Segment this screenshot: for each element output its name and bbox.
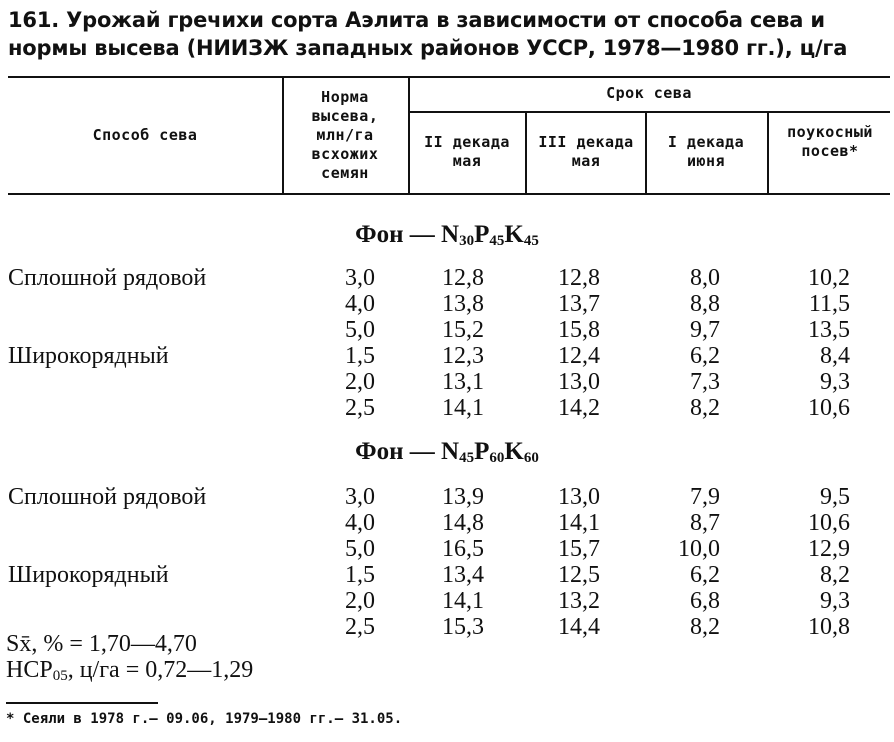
yield-cell: 8,4	[820, 343, 850, 369]
yield-cell: 13,8	[442, 291, 484, 317]
stat-hcp-value: 0,72—1,29	[145, 657, 254, 683]
yield-cell: 8,2	[820, 562, 850, 588]
yield-cell: 9,7	[690, 317, 720, 343]
yield-cell: 6,2	[690, 343, 720, 369]
header-col-3: I декада июня	[667, 133, 745, 170]
yield-cell: 12,8	[442, 265, 484, 291]
fon-element: N	[441, 221, 460, 248]
yield-cell: 10,6	[808, 510, 850, 536]
yield-cell: 10,8	[808, 614, 850, 640]
table-title: 161. Урожай гречихи сорта Аэлита в зависимости от способа сева и нормы высева (НИИЗЖ западных районов УССР, 1978—1980 гг.), ц/га	[8, 8, 848, 60]
yield-cell: 14,8	[442, 510, 484, 536]
yield-cell: 7,3	[690, 369, 720, 395]
yield-cell: 8,0	[690, 265, 720, 291]
yield-cell: 13,1	[442, 369, 484, 395]
fon-element: K	[504, 221, 524, 248]
yield-cell: 12,9	[808, 536, 850, 562]
rate-cell: 5,0	[345, 317, 375, 343]
rate-cell: 2,5	[345, 614, 375, 640]
yield-cell: 13,4	[442, 562, 484, 588]
fon-element: N	[441, 438, 460, 465]
yield-cell: 8,2	[690, 395, 720, 421]
fon-prefix: Фон —	[355, 438, 442, 465]
yield-cell: 10,2	[808, 265, 850, 291]
table-top-rule	[8, 76, 890, 78]
fon-element: P	[474, 438, 490, 465]
yield-cell: 14,1	[442, 395, 484, 421]
method-label: Широкорядный	[8, 343, 169, 369]
fon-heading	[0, 437, 894, 473]
method-label: Сплошной рядовой	[8, 484, 207, 510]
yield-cell: 12,8	[558, 265, 600, 291]
method-label: Широкорядный	[8, 562, 169, 588]
yield-cell: 14,1	[442, 588, 484, 614]
header-divider	[282, 76, 284, 193]
yield-cell: 15,3	[442, 614, 484, 640]
yield-cell: 13,0	[558, 484, 600, 510]
rate-cell: 5,0	[345, 536, 375, 562]
fon-dose: 45	[459, 450, 475, 466]
yield-cell: 12,5	[558, 562, 600, 588]
header-col-1: II декада мая	[424, 133, 510, 170]
yield-cell: 13,9	[442, 484, 484, 510]
rate-cell: 2,0	[345, 369, 375, 395]
footnote-rule	[6, 702, 158, 704]
yield-cell: 13,5	[808, 317, 850, 343]
yield-cell: 15,7	[558, 536, 600, 562]
fon-dose: 45	[489, 233, 505, 249]
fon-element: K	[504, 438, 524, 465]
header-rate: Норма высева, млн/га всхожих семян	[311, 88, 379, 182]
header-divider	[525, 111, 527, 193]
rate-cell: 2,0	[345, 588, 375, 614]
header-divider	[645, 111, 647, 193]
yield-cell: 9,5	[820, 484, 850, 510]
yield-cell: 10,6	[808, 395, 850, 421]
yield-cell: 15,2	[442, 317, 484, 343]
header-col-2: III декада мая	[538, 133, 634, 170]
header-col-4: поукосный посев*	[787, 123, 873, 160]
yield-cell: 14,1	[558, 510, 600, 536]
rate-cell: 1,5	[345, 343, 375, 369]
yield-cell: 13,7	[558, 291, 600, 317]
fon-dose: 30	[459, 233, 475, 249]
yield-cell: 11,5	[808, 291, 850, 317]
yield-cell: 13,2	[558, 588, 600, 614]
stat-sx-label: Sx̄, %	[6, 631, 64, 657]
yield-cell: 9,3	[820, 588, 850, 614]
yield-cell: 8,7	[690, 510, 720, 536]
yield-cell: 8,2	[690, 614, 720, 640]
stat-hcp-sub: 05	[52, 668, 68, 684]
yield-cell: 12,3	[442, 343, 484, 369]
yield-cell: 6,8	[690, 588, 720, 614]
stat-sx: Sx̄, % = 1,70—4,70	[6, 631, 197, 657]
stat-hcp-unit: , ц/га	[67, 657, 120, 683]
header-subrule	[408, 111, 890, 113]
yield-cell: 7,9	[690, 484, 720, 510]
yield-cell: 8,8	[690, 291, 720, 317]
stat-hcp: $НСР_{05}$, ц/га = 0,72—1,29	[6, 657, 254, 684]
header-term: Срок сева	[606, 84, 692, 102]
fon-heading	[0, 220, 894, 256]
fon-element: P	[474, 221, 490, 248]
header-divider	[767, 111, 769, 193]
fon-dose: 60	[523, 450, 539, 466]
fon-dose: 45	[523, 233, 539, 249]
rate-cell: 4,0	[345, 510, 375, 536]
fon-prefix: Фон —	[355, 221, 442, 248]
method-label: Сплошной рядовой	[8, 265, 207, 291]
yield-cell: 14,4	[558, 614, 600, 640]
stat-sx-value: 1,70—4,70	[88, 631, 197, 657]
fon-dose: 60	[489, 450, 505, 466]
yield-cell: 15,8	[558, 317, 600, 343]
yield-cell: 14,2	[558, 395, 600, 421]
rate-cell: 4,0	[345, 291, 375, 317]
rate-cell: 1,5	[345, 562, 375, 588]
yield-cell: 13,0	[558, 369, 600, 395]
header-method: Способ сева	[92, 126, 198, 144]
stat-hcp-label: НСР	[6, 657, 53, 683]
table-header-rule	[8, 193, 890, 195]
yield-cell: 9,3	[820, 369, 850, 395]
rate-cell: 3,0	[345, 265, 375, 291]
yield-cell: 12,4	[558, 343, 600, 369]
rate-cell: 3,0	[345, 484, 375, 510]
yield-cell: 10,0	[678, 536, 720, 562]
footnote: * Сеяли в 1978 г.— 09.06, 1979—1980 гг.— 31.05.	[6, 711, 403, 727]
rate-cell: 2,5	[345, 395, 375, 421]
yield-cell: 16,5	[442, 536, 484, 562]
yield-cell: 6,2	[690, 562, 720, 588]
